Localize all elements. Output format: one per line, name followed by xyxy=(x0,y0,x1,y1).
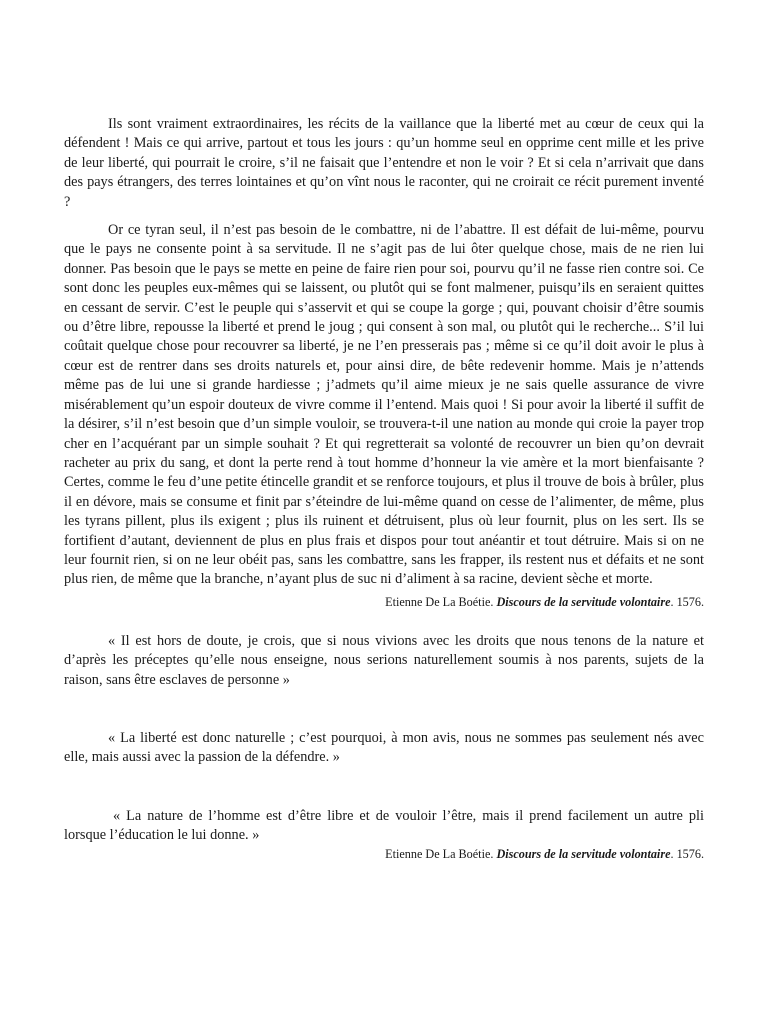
citation-1 xyxy=(64,594,704,610)
citation-year: . 1576. xyxy=(670,846,704,861)
citation-author: Etienne De La Boétie. xyxy=(385,594,494,609)
citation-title: Discours de la servitude volontaire xyxy=(496,594,671,609)
paragraph-2: Or ce tyran seul, il n’est pas besoin de le combattre, ni de l’abattre. Il est défait de lui-même, pourvu que le pays ne consente point à sa servitude. Il ne s’agit pas de lui ôter quelque chose, mais de ne rien lui donner. Pas besoin que le pays se mette en peine de faire rien pour soi, pourvu qu’il ne fasse rien contre soi. Ce sont donc les peuples eux-mêmes qui se laissent, ou plutôt qui se font malmener, puisqu’ils en seraient quittes en cessant de servir. C’est le peuple qui s’asservit et qui se coupe la gorge ; qui, pouvant choisir d’être soumis ou d’être libre, repousse la liberté et prend le joug ; qui consent à son mal, ou plutôt qui le recherche... S’il lui coûtait quelque chose pour recouvrer sa liberté, je ne l’en presserais pas ; même si ce qu’il doit avoir le plus à cœur est de rentrer dans ses droits naturels et, pour ainsi dire, de bête redevenir homme. Mais je n’attends même pas de lui une si grande hardiesse ; j’admets qu’il aime mieux je ne sais quelle assurance de vivre misérablement qu’un espoir douteux de vivre comme il l’entend. Mais quoi ! Si pour avoir la liberté il suffit de la désirer, s’il n’est besoin que d’un simple vouloir, se trouvera-t-il une nation au monde qui croie la payer trop cher en l’acquérant par un simple souhait ? Et qui regretterait sa volonté de recouvrer un bien qu’on devrait racheter au prix du sang, et dont la perte rend à tout homme d’honneur la vie amère et la mort bienfaisante ? Certes, comme le feu d’une petite étincelle grandit et se renforce toujours, et plus il trouve de bois à brûler, plus il en dévore, mais se consume et finit par s’éteindre de lui-même quand on cesse de l’alimenter, de même, plus les tyrans pillent, plus ils exigent ; plus ils ruinent et détruisent, plus où leur fournit, plus on les sert. Ils se fortifient d’autant, deviennent de plus en plus frais et dispos pour tout anéantir et tout détruire. Mais si on ne leur fournit rien, si on ne leur obéit pas, sans les combattre, sans les frapper, ils restent nus et défaits et ne sont plus rien, de même que la branche, n’ayant plus de suc ni d’aliment à sa racine, devient sèche et morte. xyxy=(64,222,704,588)
text-block xyxy=(64,115,704,862)
quote-2: « La liberté est donc naturelle ; c’est pourquoi, à mon avis, nous ne sommes pas seulement nés avec elle, mais aussi avec la passion de la défendre. » xyxy=(64,729,704,766)
quote-1: « Il est hors de doute, je crois, que si nous vivions avec les droits que nous tenons de la nature et d’après les préceptes qu’elle nous enseigne, nous serions naturellement soumis à nos parents, sujets de la raison, sans être esclaves de personne » xyxy=(64,632,704,688)
paragraph-1: Ils sont vraiment extraordinaires, les récits de la vaillance que la liberté met au cœur de ceux qui la défendent ! Mais ce qui arrive, partout et tous les jours : qu’un homme seul en opprime cent mille et les prive de leur liberté, qui pourrait le croire, s’il ne faisait que l’entendre et non le voir ? Et si cela n’arrivait que dans des pays étrangers, des terres lointaines et qu’on vînt nous le raconter, qui ne croirait ce récit purement inventé ? xyxy=(64,116,704,210)
citation-title: Discours de la servitude volontaire xyxy=(496,846,671,861)
citation-author: Etienne De La Boétie. xyxy=(385,846,494,861)
quote-3: « La nature de l’homme est d’être libre et de vouloir l’être, mais il prend facilement un autre pli lorsque l’éducation le lui donne. » xyxy=(64,807,704,844)
citation-2 xyxy=(64,846,704,862)
citation-year: . 1576. xyxy=(670,594,704,609)
